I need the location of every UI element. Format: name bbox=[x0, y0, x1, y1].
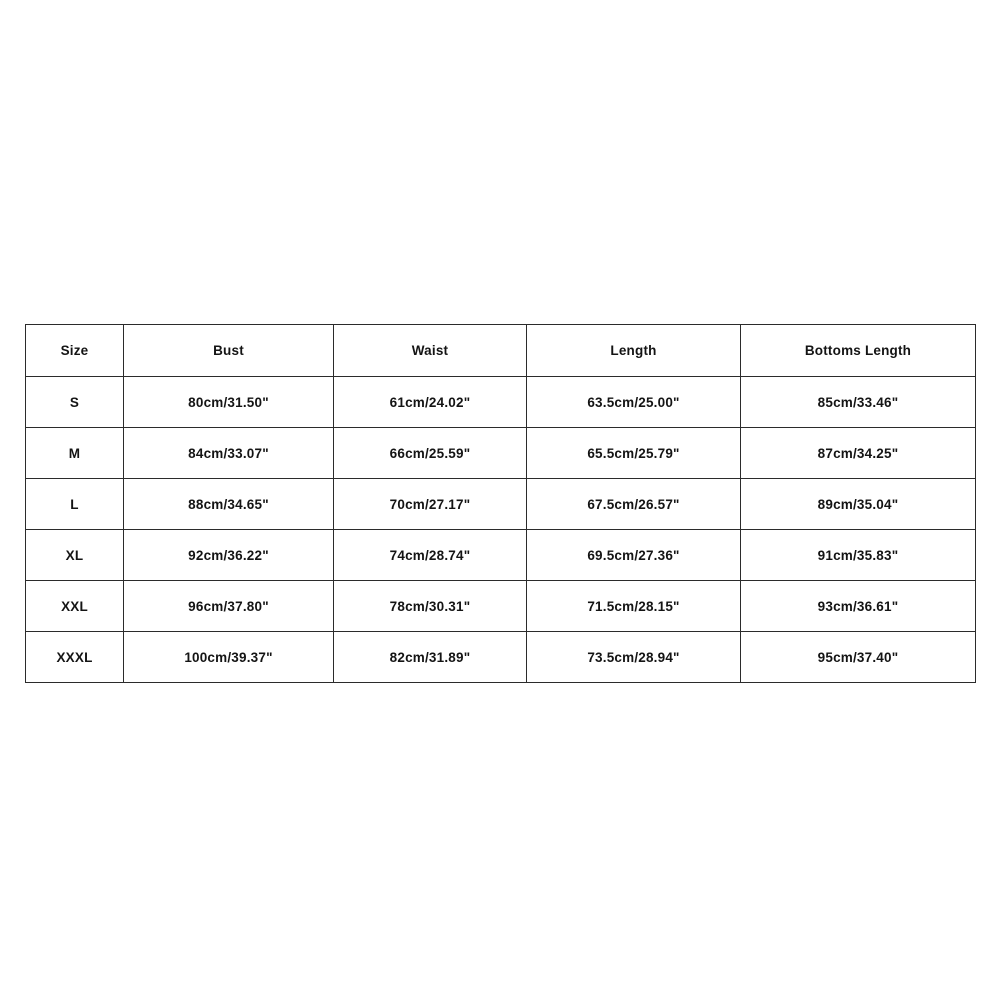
cell-size: S bbox=[26, 377, 124, 428]
cell-bust: 100cm/39.37" bbox=[124, 632, 334, 683]
column-header-waist: Waist bbox=[334, 325, 527, 377]
cell-size: M bbox=[26, 428, 124, 479]
cell-length: 67.5cm/26.57" bbox=[527, 479, 741, 530]
cell-bust: 88cm/34.65" bbox=[124, 479, 334, 530]
cell-bust: 80cm/31.50" bbox=[124, 377, 334, 428]
cell-bust: 96cm/37.80" bbox=[124, 581, 334, 632]
cell-size: XXL bbox=[26, 581, 124, 632]
table-row bbox=[26, 377, 976, 428]
cell-bottoms-length: 89cm/35.04" bbox=[741, 479, 976, 530]
cell-waist: 61cm/24.02" bbox=[334, 377, 527, 428]
cell-bust: 84cm/33.07" bbox=[124, 428, 334, 479]
cell-waist: 78cm/30.31" bbox=[334, 581, 527, 632]
column-header-bust: Bust bbox=[124, 325, 334, 377]
cell-bottoms-length: 87cm/34.25" bbox=[741, 428, 976, 479]
table-row bbox=[26, 632, 976, 683]
cell-size: XL bbox=[26, 530, 124, 581]
cell-bottoms-length: 91cm/35.83" bbox=[741, 530, 976, 581]
cell-bottoms-length: 93cm/36.61" bbox=[741, 581, 976, 632]
cell-size: XXXL bbox=[26, 632, 124, 683]
cell-length: 73.5cm/28.94" bbox=[527, 632, 741, 683]
cell-length: 65.5cm/25.79" bbox=[527, 428, 741, 479]
cell-bottoms-length: 95cm/37.40" bbox=[741, 632, 976, 683]
cell-waist: 66cm/25.59" bbox=[334, 428, 527, 479]
cell-length: 63.5cm/25.00" bbox=[527, 377, 741, 428]
table-header bbox=[26, 325, 976, 377]
table-row bbox=[26, 581, 976, 632]
table-row bbox=[26, 530, 976, 581]
table-row bbox=[26, 428, 976, 479]
column-header-bottoms-length: Bottoms Length bbox=[741, 325, 976, 377]
size-chart-container bbox=[25, 324, 975, 683]
column-header-size: Size bbox=[26, 325, 124, 377]
cell-length: 69.5cm/27.36" bbox=[527, 530, 741, 581]
cell-bust: 92cm/36.22" bbox=[124, 530, 334, 581]
cell-waist: 74cm/28.74" bbox=[334, 530, 527, 581]
table-body bbox=[26, 377, 976, 683]
cell-waist: 82cm/31.89" bbox=[334, 632, 527, 683]
cell-waist: 70cm/27.17" bbox=[334, 479, 527, 530]
cell-bottoms-length: 85cm/33.46" bbox=[741, 377, 976, 428]
size-chart-table bbox=[25, 324, 976, 683]
cell-length: 71.5cm/28.15" bbox=[527, 581, 741, 632]
table-row bbox=[26, 479, 976, 530]
cell-size: L bbox=[26, 479, 124, 530]
column-header-length: Length bbox=[527, 325, 741, 377]
table-header-row bbox=[26, 325, 976, 377]
